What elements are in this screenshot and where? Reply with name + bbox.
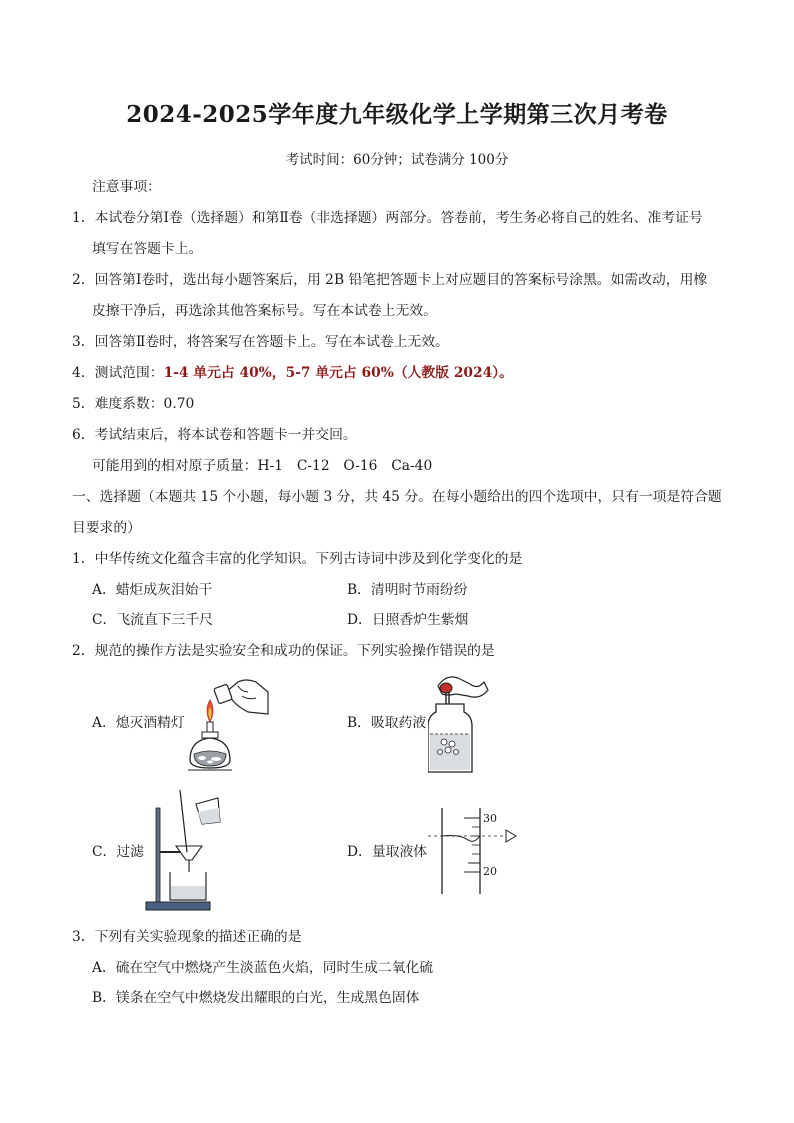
- note-2-line-1: 2．回答第Ⅰ卷时，选出每小题答案后，用 2B 铅笔把答题卡上对应题目的答案标号涂黑。如需改动，用橡: [72, 272, 708, 288]
- note-2-line-2: 皮擦干净后，再选涂其他答案标号。写在本试卷上无效。: [92, 303, 437, 319]
- note-4: [72, 363, 513, 383]
- q2-stem: 2．规范的操作方法是实验安全和成功的保证。下列实验操作错误的是: [72, 643, 495, 659]
- note-4-range: 1-4 单元占 40%，5-7 单元占 60%（人教版 2024）。: [163, 365, 513, 381]
- dropper-bottle-figure: [428, 672, 496, 776]
- q3-option-b: B．镁条在空气中燃烧发出耀眼的白光，生成黑色固体: [92, 990, 420, 1006]
- note-4-prefix: 4．测试范围：: [72, 365, 164, 381]
- exam-info: 考试时间：60分钟；试卷满分 100分: [285, 152, 509, 168]
- cylinder-label-bottom: 20: [483, 865, 497, 878]
- q1-option-c: C．飞流直下三千尺: [92, 612, 213, 628]
- page-title: 2024-2025学年度九年级化学上学期第三次月考卷: [126, 101, 668, 128]
- q2-option-d: D．量取液体: [347, 844, 428, 860]
- cylinder-label-top: 30: [483, 812, 497, 825]
- notes-heading: 注意事项：: [92, 179, 161, 195]
- section-1-heading-line-2: 目要求的）: [72, 520, 141, 536]
- q2-option-b: B．吸取药液: [347, 715, 427, 731]
- section-1-heading-line-1: 一、选择题（本题共 15 个小题，每小题 3 分，共 45 分。在每小题给出的四个选项中，只有一项是符合题: [72, 489, 722, 505]
- note-6: 6．考试结束后，将本试卷和答题卡一并交回。: [72, 427, 357, 443]
- note-1-line-1: 1．本试卷分第Ⅰ卷（选择题）和第Ⅱ卷（非选择题）两部分。答卷前，考生务必将自己的姓名、准考证号: [72, 210, 703, 226]
- q1-option-a: A．蜡炬成灰泪始干: [92, 582, 213, 598]
- filtration-figure: [140, 788, 222, 912]
- note-5: 5．难度系数：0.70: [72, 396, 195, 412]
- q1-option-b: B．清明时节雨纷纷: [347, 582, 468, 598]
- q1-option-d: D．日照香炉生紫烟: [347, 612, 469, 628]
- atomic-mass-line: 可能用到的相对原子质量：H-1 C-12 O-16 Ca-40: [92, 458, 433, 474]
- note-1-line-2: 填写在答题卡上。: [92, 241, 203, 257]
- q1-stem: 1．中华传统文化蕴含丰富的化学知识。下列古诗词中涉及到化学变化的是: [72, 551, 523, 567]
- q3-stem: 3．下列有关实验现象的描述正确的是: [72, 929, 302, 945]
- alcohol-lamp-figure: [186, 668, 270, 778]
- note-3: 3．回答第Ⅱ卷时，将答案写在答题卡上。写在本试卷上无效。: [72, 334, 449, 350]
- q2-option-a: A．熄灭酒精灯: [92, 715, 185, 731]
- q2-option-c: C．过滤: [92, 844, 144, 860]
- graduated-cylinder-figure: [428, 804, 524, 898]
- q3-option-a: A．硫在空气中燃烧产生淡蓝色火焰，同时生成二氧化硫: [92, 960, 434, 976]
